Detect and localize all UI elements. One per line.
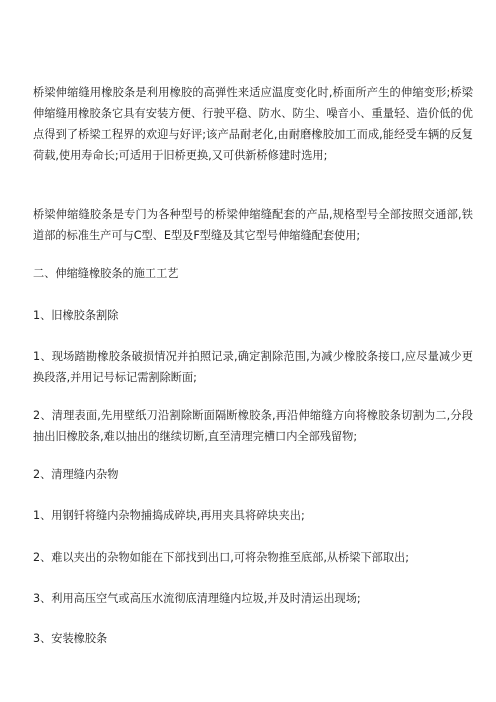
step-heading-clear-debris: 2、清理缝内杂物 <box>33 468 119 481</box>
step-paragraph-flush-debris: 3、利用高压空气或高压水流彻底清理缝内垃圾,并及时清运出现场; <box>33 592 361 605</box>
step-heading-install: 3、安装橡胶条 <box>33 632 108 645</box>
step-paragraph-push-debris: 2、难以夹出的杂物如能在下部找到出口,可将杂物推至底部,从桥梁下部取出; <box>33 551 410 564</box>
product-paragraph: 桥梁伸缩缝胶条是专门为各种型号的桥梁伸缩缝配套的产品,规格型号全部按照交通部,铁道部的标准生产可与C型、E型及F型缝及其它型号伸缩缝配套使用; <box>33 208 473 242</box>
intro-paragraph: 桥梁伸缩缝用橡胶条是利用橡胶的高弹性来适应温度变化时,桥面所产生的伸缩变形;桥梁伸缩缝用橡胶条它具有安装方便、行驶平稳、防水、防尘、噪音小、重量轻、造价低的优点得到了桥梁工程界的欢迎与好评;该产品耐老化,由耐磨橡胶加工而成,能经受车辆的反复荷载,使用寿命长;可适用于旧桥更换,又可供新桥修建时选用; <box>33 86 473 162</box>
section-heading-construction: 二、伸缩缝橡胶条的施工工艺 <box>33 267 179 280</box>
step-paragraph-survey: 1、现场踏勘橡胶条破损情况并拍照记录,确定割除范围,为减少橡胶条接口,应尽量减少更换段落,并用记号标记需割除断面; <box>33 350 473 384</box>
step-paragraph-break-debris: 1、用钢钎将缝内杂物捕捣成碎块,再用夹具将碎块夹出; <box>33 509 305 522</box>
step-heading-remove-old: 1、旧橡胶条割除 <box>33 309 119 322</box>
step-paragraph-clean-surface: 2、清理表面,先用壁纸刀沿割除断面隔断橡胶条,再沿伸缩缝方向将橡胶条切割为二,分段抽出旧橡胶条,难以抽出的继续切断,直至清理完槽口内全部残留物; <box>33 409 473 443</box>
